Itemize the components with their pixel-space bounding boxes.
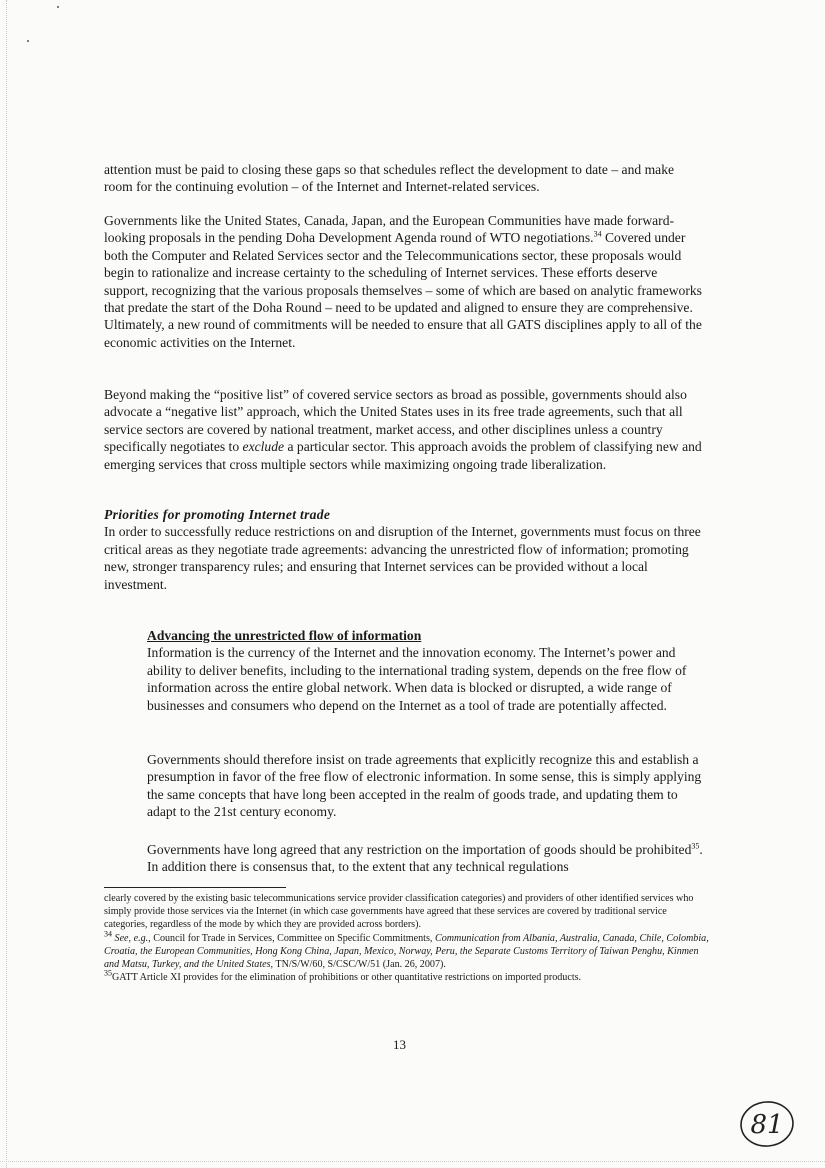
paragraph-segment: a particular sector. This approach avoids the problem of classifying new and emerging services that cross multiple sectors while maximizing ongoing trade liberalization. bbox=[104, 439, 702, 472]
paragraph-segment: Governments like the United States, Canada, Japan, and the European Communities have made forward-looking proposals in the pending Doha Development Agenda round of WTO negotiations. bbox=[104, 213, 675, 246]
section-intro: In order to successfully reduce restrictions on and disruption of the Internet, governments must focus on three critical areas as they negotiate trade agreements: advancing the unrestricted flow of information; promoting new, stronger transparency rules; and ensuring that Internet services can be provided without a local investment. bbox=[104, 524, 701, 592]
stamp-number: 81 bbox=[750, 1110, 784, 1140]
footnote-text: GATT Article XI provides for the elimination of prohibitions or other quantitative restrictions on imported products. bbox=[112, 972, 582, 984]
footnote-34 bbox=[104, 929, 709, 972]
body-paragraph bbox=[104, 161, 704, 196]
emphasis-text: exclude bbox=[242, 439, 285, 455]
page-number: 13 bbox=[393, 1037, 406, 1052]
footnote-text: Council for Trade in Services, Committee on Specific Commitments, bbox=[150, 932, 435, 944]
paragraph-segment: Beyond making the “positive list” of covered service sectors as broad as possible, governments should also advocate a “negative list” approach, which the United States uses in its free trade agreements, such that all service sectors are covered by national treatment, market access, and other disciplines unless a country specifically negotiates to bbox=[104, 387, 687, 455]
footnote-signal: See, e.g., bbox=[114, 932, 151, 944]
body-paragraph bbox=[104, 386, 704, 473]
subsection-block bbox=[147, 751, 707, 821]
subsection-paragraph: Information is the currency of the Internet and the innovation economy. The Internet’s power and ability to deliver benefits, including to the international trading system, depends on the free flow of information across the entire global network. When data is blocked or disrupted, a wide range of businesses and consumers who depend on the Internet as a tool of trade are potentially affected. bbox=[147, 645, 687, 713]
footnote-text: TN/S/W/60, S/CSC/W/51 (Jan. 26, 2007). bbox=[273, 959, 446, 971]
paragraph-segment: Covered under both the Computer and Related Services sector and the Telecommunications sector, these proposals would begin to rationalize and increase certainty to the scheduling of Internet services. These efforts deserve support, recognizing that the various proposals themselves – some of which are based on analytic frameworks that predate the start of the Doha Round – need to be updated and aligned to ensure they are comprehensive. Ultimately, a new round of commitments will be needed to ensure that all GATS disciplines apply to all of the economic activities on the Internet. bbox=[104, 230, 702, 350]
section-heading: Priorities for promoting Internet trade bbox=[104, 507, 331, 522]
handwritten-page-stamp bbox=[738, 1099, 798, 1154]
footnote-title: Communication from Albania, Australia, Canada, Chile, Colombia, Croatia, the European Communities, Hong Kong China, Japan, Mexico, Norway, Peru, the Separate Customs Territory of Taiwan Penghu, Kinmen and Matsu, Turkey, and the United States, bbox=[104, 932, 709, 971]
paragraph-text: attention must be paid to closing these gaps so that schedules reflect the development to date – and make room for the continuing evolution – of the Internet and Internet-related services. bbox=[104, 162, 675, 195]
subsection-block bbox=[147, 841, 707, 876]
footnote-continued: clearly covered by the existing basic telecommunications service provider classification categories) and providers of other identified services who simply provide those services via the Internet (in which case governments have agreed that these services are covered by traditional service categories, regardless of the mode by which they are provided across borders). bbox=[104, 893, 694, 931]
footnote-35 bbox=[104, 968, 709, 984]
scan-speck bbox=[27, 40, 29, 42]
subsection-paragraph: Governments should therefore insist on trade agreements that explicitly recognize this and establish a presumption in favor of the free flow of electronic information. In some sense, this is simply applying the same concepts that have long been accepted in the realm of goods trade, and updating them to adapt to the 21st century economy. bbox=[147, 752, 702, 820]
paragraph-text bbox=[104, 212, 704, 351]
footnote-number: 35 bbox=[104, 968, 112, 978]
body-paragraph bbox=[104, 212, 704, 351]
footnote-rule bbox=[104, 887, 286, 888]
footnote-number: 34 bbox=[104, 929, 112, 939]
scan-speck bbox=[57, 6, 59, 8]
footnote-ref-34: 34 bbox=[593, 229, 602, 239]
paragraph-segment: Governments have long agreed that any restriction on the importation of goods should be prohibited bbox=[147, 842, 692, 857]
subsection-paragraph bbox=[147, 841, 707, 876]
footnote-ref-35: 35 bbox=[691, 841, 700, 851]
section-block bbox=[104, 506, 704, 593]
subsection-block bbox=[147, 627, 707, 714]
scan-edge bbox=[0, 1161, 825, 1162]
subsection-heading: Advancing the unrestricted flow of information bbox=[147, 628, 422, 643]
circled-number-icon bbox=[738, 1099, 798, 1149]
paragraph-segment: . In addition there is consensus that, to the extent that any technical regulations bbox=[147, 842, 703, 875]
scan-edge bbox=[6, 0, 7, 1168]
footnotes bbox=[104, 892, 709, 984]
paragraph-text bbox=[104, 386, 704, 473]
